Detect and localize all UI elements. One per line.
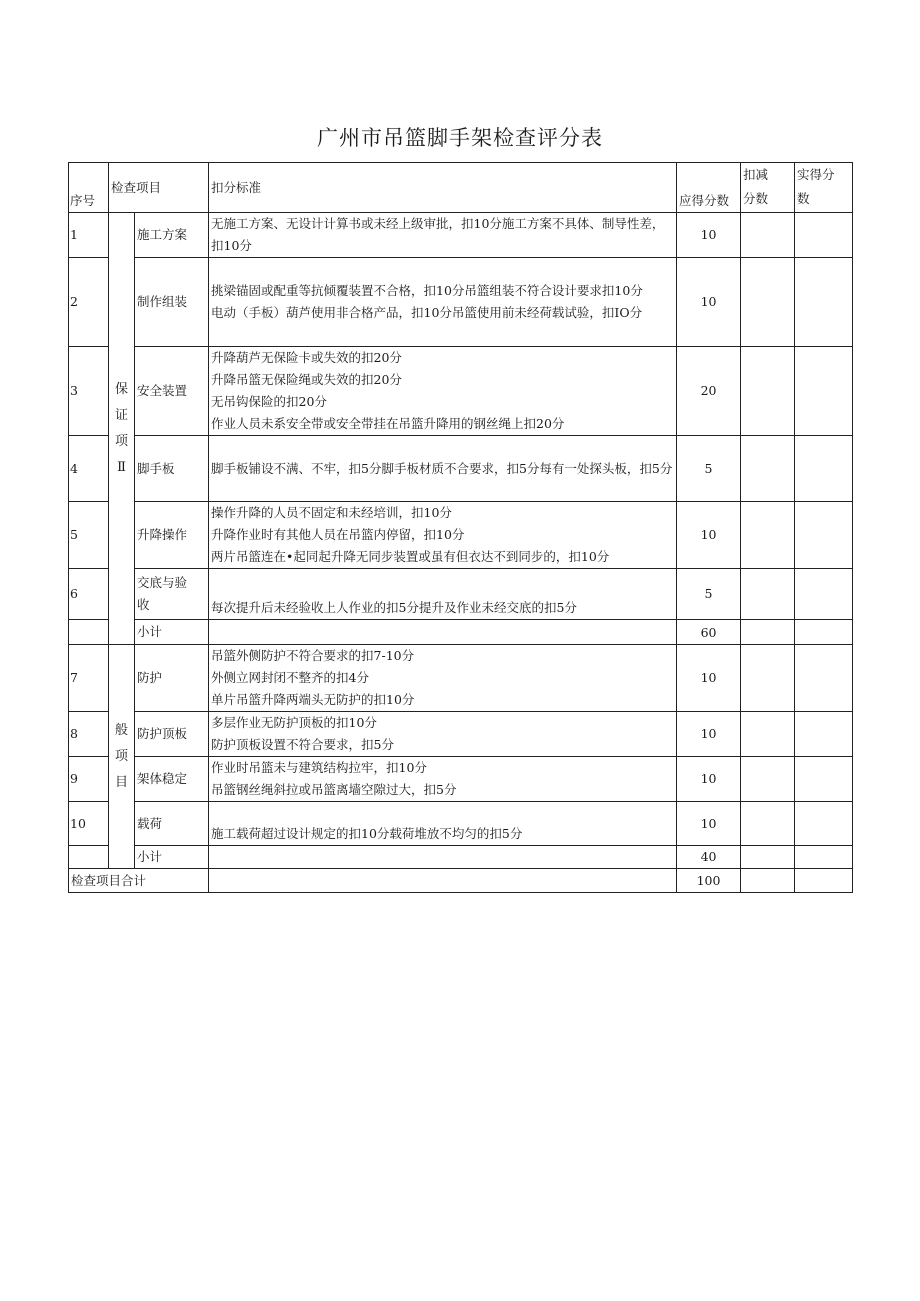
total-actual bbox=[795, 869, 853, 893]
table-row bbox=[69, 712, 853, 757]
row-criteria: 作业时吊篮未与建筑结构拉牢，扣10分 吊篮钢丝绳斜拉或吊篮离墙空隙过大，扣5分 bbox=[209, 757, 677, 802]
row-deduct bbox=[741, 436, 795, 502]
row-no bbox=[69, 846, 109, 869]
row-deduct bbox=[741, 213, 795, 258]
row-criteria: 每次提升后未经验收上人作业的扣5分提升及作业未经交底的扣5分 bbox=[209, 569, 677, 620]
header-should-score: 应得分数 bbox=[677, 163, 741, 213]
table-row bbox=[69, 757, 853, 802]
row-item: 安全装置 bbox=[135, 347, 209, 436]
row-deduct bbox=[741, 757, 795, 802]
table-row bbox=[69, 436, 853, 502]
total-criteria bbox=[209, 869, 677, 893]
total-label: 检查项目合计 bbox=[69, 869, 209, 893]
row-deduct bbox=[741, 569, 795, 620]
row-item: 制作组装 bbox=[135, 258, 209, 347]
row-actual bbox=[795, 757, 853, 802]
row-no: 6 bbox=[69, 569, 109, 620]
row-item: 脚手板 bbox=[135, 436, 209, 502]
row-no: 7 bbox=[69, 645, 109, 712]
subtotal-row bbox=[69, 846, 853, 869]
row-criteria: 施工载荷超过设计规定的扣10分载荷堆放不均匀的扣5分 bbox=[209, 802, 677, 846]
page-title: 广州市吊篮脚手架检查评分表 bbox=[317, 126, 603, 150]
row-actual bbox=[795, 846, 853, 869]
row-item: 小计 bbox=[135, 846, 209, 869]
row-actual bbox=[795, 502, 853, 569]
total-score: 100 bbox=[677, 869, 741, 893]
row-score: 20 bbox=[677, 347, 741, 436]
row-deduct bbox=[741, 258, 795, 347]
row-deduct bbox=[741, 645, 795, 712]
row-deduct bbox=[741, 712, 795, 757]
row-actual bbox=[795, 645, 853, 712]
row-actual bbox=[795, 712, 853, 757]
row-no: 2 bbox=[69, 258, 109, 347]
row-deduct bbox=[741, 620, 795, 645]
row-item: 交底与验 收 bbox=[135, 569, 209, 620]
row-no: 8 bbox=[69, 712, 109, 757]
row-criteria bbox=[209, 846, 677, 869]
row-no: 10 bbox=[69, 802, 109, 846]
header-item: 检查项目 bbox=[109, 163, 209, 213]
row-no: 9 bbox=[69, 757, 109, 802]
row-no bbox=[69, 620, 109, 645]
row-item: 载荷 bbox=[135, 802, 209, 846]
row-actual bbox=[795, 213, 853, 258]
row-item: 防护 bbox=[135, 645, 209, 712]
row-score: 10 bbox=[677, 757, 741, 802]
row-criteria: 升降葫芦无保险卡或失效的扣20分 升降吊篮无保险绳或失效的扣20分 无吊钩保险的扣20分 作业人员未系安全带或安全带挂在吊篮升降用的钢丝绳上扣20分 bbox=[209, 347, 677, 436]
row-actual bbox=[795, 347, 853, 436]
table-row bbox=[69, 645, 853, 712]
row-criteria: 多层作业无防护顶板的扣10分 防护顶板设置不符合要求，扣5分 bbox=[209, 712, 677, 757]
row-score: 10 bbox=[677, 712, 741, 757]
score-table bbox=[68, 162, 853, 893]
row-score: 10 bbox=[677, 802, 741, 846]
header-criteria: 扣分标准 bbox=[209, 163, 677, 213]
row-score: 10 bbox=[677, 258, 741, 347]
row-item: 小计 bbox=[135, 620, 209, 645]
row-item: 施工方案 bbox=[135, 213, 209, 258]
group-general: 般 项 目 bbox=[109, 645, 135, 869]
row-score: 5 bbox=[677, 569, 741, 620]
row-actual bbox=[795, 620, 853, 645]
total-row bbox=[69, 869, 853, 893]
row-criteria bbox=[209, 620, 677, 645]
total-deduct bbox=[741, 869, 795, 893]
row-deduct bbox=[741, 802, 795, 846]
group-guarantee: 保 证 项 Ⅱ bbox=[109, 213, 135, 645]
row-score: 10 bbox=[677, 213, 741, 258]
row-criteria: 无施工方案、无设计计算书或未经上级审批，扣10分施工方案不具体、制导性差，扣10分 bbox=[209, 213, 677, 258]
table-row bbox=[69, 347, 853, 436]
row-criteria: 吊篮外侧防护不符合要求的扣7-10分 外侧立网封闭不整齐的扣4分 单片吊篮升降两端头无防护的扣10分 bbox=[209, 645, 677, 712]
row-criteria: 脚手板铺设不满、不牢，扣5分脚手板材质不合要求，扣5分每有一处探头板，扣5分 bbox=[209, 436, 677, 502]
row-score: 5 bbox=[677, 436, 741, 502]
row-score: 10 bbox=[677, 645, 741, 712]
header-deduct: 扣减 分数 bbox=[741, 163, 795, 213]
row-criteria: 操作升降的人员不固定和未经培训，扣10分 升降作业时有其他人员在吊篮内停留，扣10分 两片吊篮连在•起同起升降无同步装置或虽有但衣达不到同步的，扣10分 bbox=[209, 502, 677, 569]
row-item: 升降操作 bbox=[135, 502, 209, 569]
row-actual bbox=[795, 802, 853, 846]
row-item: 架体稳定 bbox=[135, 757, 209, 802]
row-no: 1 bbox=[69, 213, 109, 258]
table-row bbox=[69, 569, 853, 620]
row-score: 40 bbox=[677, 846, 741, 869]
table-row bbox=[69, 258, 853, 347]
row-deduct bbox=[741, 502, 795, 569]
row-no: 4 bbox=[69, 436, 109, 502]
header-row bbox=[69, 163, 853, 213]
row-deduct bbox=[741, 846, 795, 869]
subtotal-row bbox=[69, 620, 853, 645]
row-actual bbox=[795, 569, 853, 620]
row-no: 3 bbox=[69, 347, 109, 436]
header-actual: 实得分 数 bbox=[795, 163, 853, 213]
table-row bbox=[69, 213, 853, 258]
row-no: 5 bbox=[69, 502, 109, 569]
row-deduct bbox=[741, 347, 795, 436]
header-no: 序号 bbox=[69, 163, 109, 213]
row-item: 防护顶板 bbox=[135, 712, 209, 757]
row-criteria: 挑梁锚固或配重等抗倾覆装置不合格，扣10分吊篮组装不符合设计要求扣10分 电动（手板）葫芦使用非合格产品，扣10分吊篮使用前未经荷载试验，扣IO分 bbox=[209, 258, 677, 347]
row-actual bbox=[795, 436, 853, 502]
table-row bbox=[69, 502, 853, 569]
table-row bbox=[69, 802, 853, 846]
row-score: 60 bbox=[677, 620, 741, 645]
row-score: 10 bbox=[677, 502, 741, 569]
row-actual bbox=[795, 258, 853, 347]
